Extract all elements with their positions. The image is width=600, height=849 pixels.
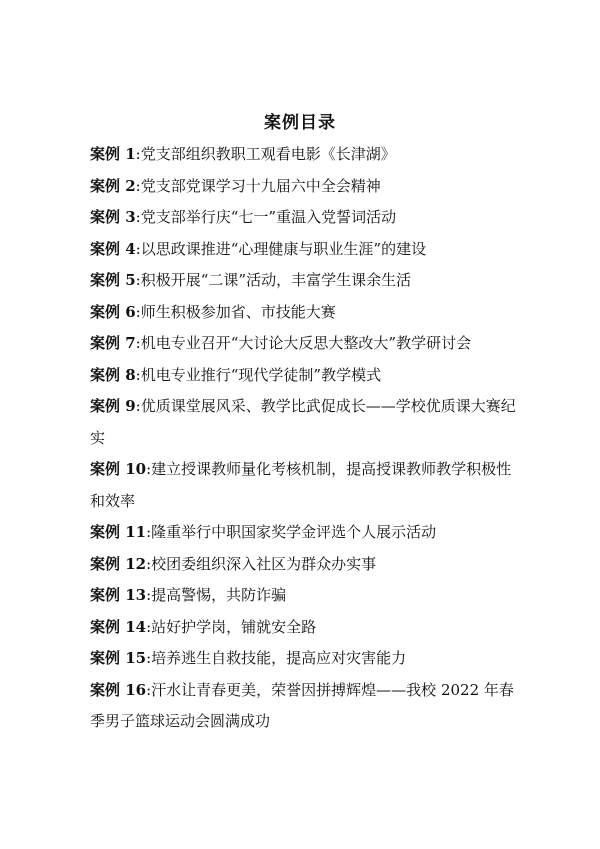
case-item-2 — [90, 171, 518, 203]
case-label: 案例 12 — [90, 554, 147, 573]
case-separator: : — [135, 365, 141, 384]
case-separator: : — [135, 334, 141, 352]
case-title: 师生积极参加省、市技能大赛 — [140, 302, 336, 321]
case-item-16 — [90, 675, 518, 738]
case-label: 案例 5 — [90, 271, 136, 289]
case-label: 案例 1 — [90, 145, 136, 163]
case-separator: : — [146, 554, 152, 573]
case-item-1 — [90, 139, 518, 171]
case-item-15 — [90, 643, 518, 675]
case-separator: : — [135, 208, 141, 226]
case-item-6 — [90, 297, 518, 329]
case-title: 机电专业召开“大讨论大反思大整改大”教学研讨会 — [140, 334, 472, 352]
case-title: 建立授课教师量化考核机制，提高授课教师教学积极性和效率 — [90, 460, 512, 510]
case-separator: : — [146, 586, 152, 604]
case-title: 以思政课推进“心理健康与职业生涯”的建设 — [140, 239, 427, 258]
case-label: 案例 13 — [90, 586, 147, 604]
case-item-4 — [90, 234, 518, 266]
case-separator: : — [135, 145, 141, 163]
case-separator: : — [135, 397, 141, 415]
case-item-8 — [90, 360, 518, 392]
case-title: 机电专业推行“现代学徒制”教学模式 — [140, 365, 382, 384]
case-separator: : — [146, 680, 152, 699]
case-label: 案例 11 — [90, 523, 147, 541]
case-item-10 — [90, 454, 518, 517]
case-label: 案例 6 — [90, 302, 136, 321]
case-label: 案例 2 — [90, 176, 136, 195]
case-item-9 — [90, 391, 518, 454]
case-item-11 — [90, 517, 518, 549]
case-item-3 — [90, 202, 518, 234]
case-item-12 — [90, 549, 518, 581]
case-title: 隆重举行中职国家奖学金评选个人展示活动 — [151, 523, 437, 541]
case-separator: : — [135, 302, 141, 321]
case-separator: : — [135, 176, 141, 195]
case-label: 案例 3 — [90, 208, 136, 226]
case-item-14 — [90, 612, 518, 644]
case-label: 案例 9 — [90, 397, 136, 415]
case-item-5 — [90, 265, 518, 297]
case-label: 案例 4 — [90, 239, 136, 258]
case-title: 汗水让青春更美，荣誉因拼搏辉煌——我校 2022 年春季男子篮球运动会圆满成功 — [90, 680, 514, 730]
case-title: 积极开展“二课”活动，丰富学生课余生活 — [140, 271, 412, 289]
case-title: 党支部党课学习十九届六中全会精神 — [140, 176, 381, 195]
case-title: 培养逃生自救技能，提高应对灾害能力 — [151, 649, 407, 667]
case-label: 案例 15 — [90, 649, 147, 667]
case-title: 提高警惕，共防诈骗 — [151, 586, 287, 604]
case-separator: : — [146, 460, 152, 478]
case-label: 案例 10 — [90, 460, 147, 478]
case-title: 站好护学岗，铺就安全路 — [151, 617, 317, 636]
case-separator: : — [146, 649, 152, 667]
case-title: 党支部组织教职工观看电影《长津湖》 — [140, 145, 396, 163]
case-separator: : — [146, 617, 152, 636]
case-title: 党支部举行庆“七一”重温入党誓词活动 — [140, 208, 397, 226]
page-title: 案例目录 — [264, 113, 336, 133]
case-list — [90, 139, 518, 738]
case-label: 案例 7 — [90, 334, 136, 352]
case-separator: : — [135, 239, 141, 258]
case-label: 案例 8 — [90, 365, 136, 384]
case-title: 校团委组织深入社区为群众办实事 — [151, 554, 377, 573]
case-label: 案例 16 — [90, 680, 147, 699]
case-separator: : — [146, 523, 152, 541]
case-label: 案例 14 — [90, 617, 147, 636]
case-item-13 — [90, 580, 518, 612]
case-title: 优质课堂展风采、教学比武促成长——学校优质课大赛纪实 — [90, 397, 516, 447]
case-item-7 — [90, 328, 518, 360]
case-separator: : — [135, 271, 141, 289]
